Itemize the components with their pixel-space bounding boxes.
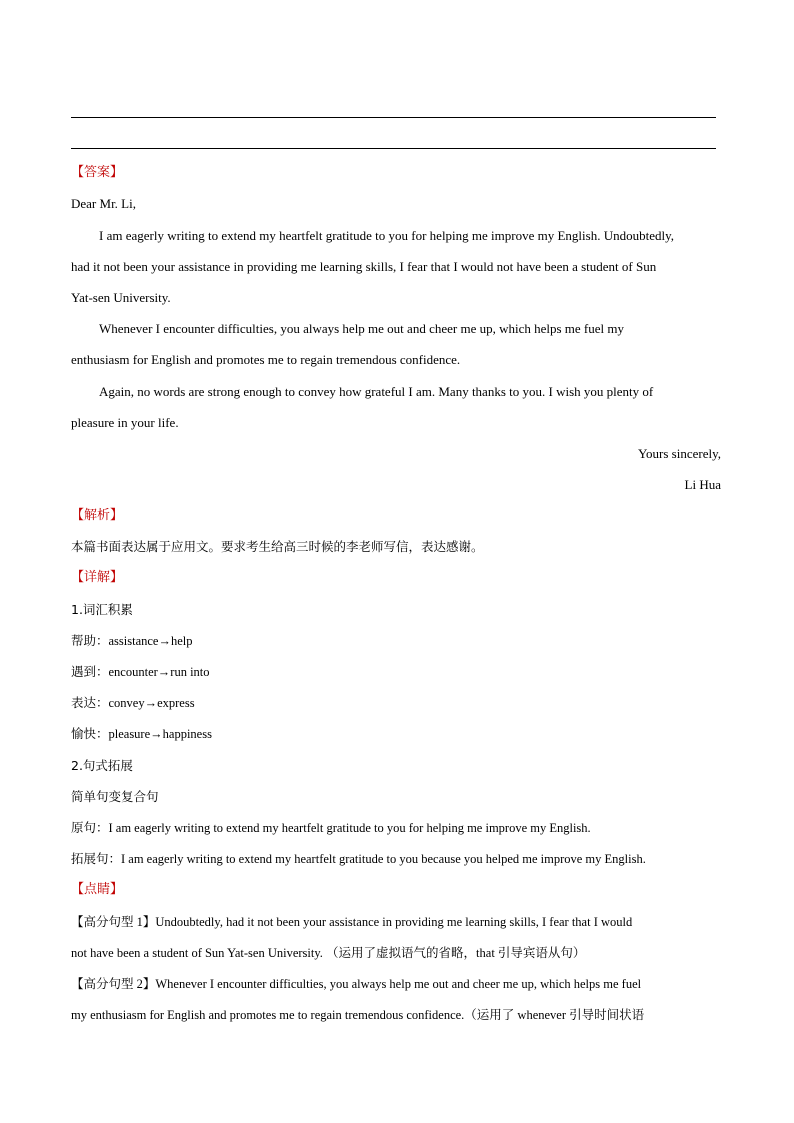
sentence-section-title: 2.句式拓展 [71,758,133,773]
analysis-heading: 【解析】 [71,508,124,523]
sentence-sub-title: 简单句变复合句 [71,789,159,804]
analysis-text: 本篇书面表达属于应用文。要求考生给高三时候的李老师写信，表达感谢。 [71,539,484,554]
highlight-item1-line1: 【高分句型 1】Undoubtedly, had it not been your assistance in providing me learning skills, I fear that I would [71,915,633,929]
highlight-item1-line2: not have been a student of Sun Yat-sen University. （运用了虚拟语气的省略，that 引导宾语从句） [71,946,586,960]
letter-signature: Li Hua [684,477,721,492]
letter-para2-line2: enthusiasm for English and promotes me to regain tremendous confidence. [71,352,461,367]
letter-para1-line2: had it not been your assistance in providing me learning skills, I fear that I would not have been a student of Sun [71,259,657,274]
vocab-item: 遇到：encounter→run into [71,665,210,679]
original-sentence: 原句：I am eagerly writing to extend my heartfelt gratitude to you for helping me improve my English. [71,821,591,835]
expanded-sentence: 拓展句：I am eagerly writing to extend my heartfelt gratitude to you because you helped me improve my English. [71,852,646,866]
vocab-item: 表达：convey→express [71,696,195,710]
answer-heading: 【答案】 [71,165,124,180]
letter-para3-line1: Again, no words are strong enough to convey how grateful I am. Many thanks to you. I wish you plenty of [99,384,654,399]
letter-para3-line2: pleasure in your life. [71,415,179,430]
vocab-item: 愉快：pleasure→happiness [71,727,212,741]
highlights-heading: 【点睛】 [71,882,124,897]
highlight-item2-line1: 【高分句型 2】Whenever I encounter difficulties, you always help me out and cheer me up, which helps me fuel [71,977,642,991]
highlight-item2-line2: my enthusiasm for English and promotes me to regain tremendous confidence.（运用了 whenever 引导时间状语 [71,1008,645,1022]
letter-para2-line1: Whenever I encounter difficulties, you always help me out and cheer me up, which helps me fuel my [99,321,625,336]
vocab-section-title: 1.词汇积累 [71,602,133,617]
details-heading: 【详解】 [71,570,124,585]
letter-para1-line3: Yat-sen University. [71,290,171,305]
answer-blank-line-1 [71,117,716,118]
vocab-item: 帮助：assistance→help [71,634,193,648]
letter-closing: Yours sincerely, [637,446,721,461]
letter-salutation: Dear Mr. Li, [71,196,136,211]
letter-para1-line1: I am eagerly writing to extend my heartfelt gratitude to you for helping me improve my English. Undoubtedly, [99,228,674,243]
answer-blank-line-2 [71,148,716,149]
